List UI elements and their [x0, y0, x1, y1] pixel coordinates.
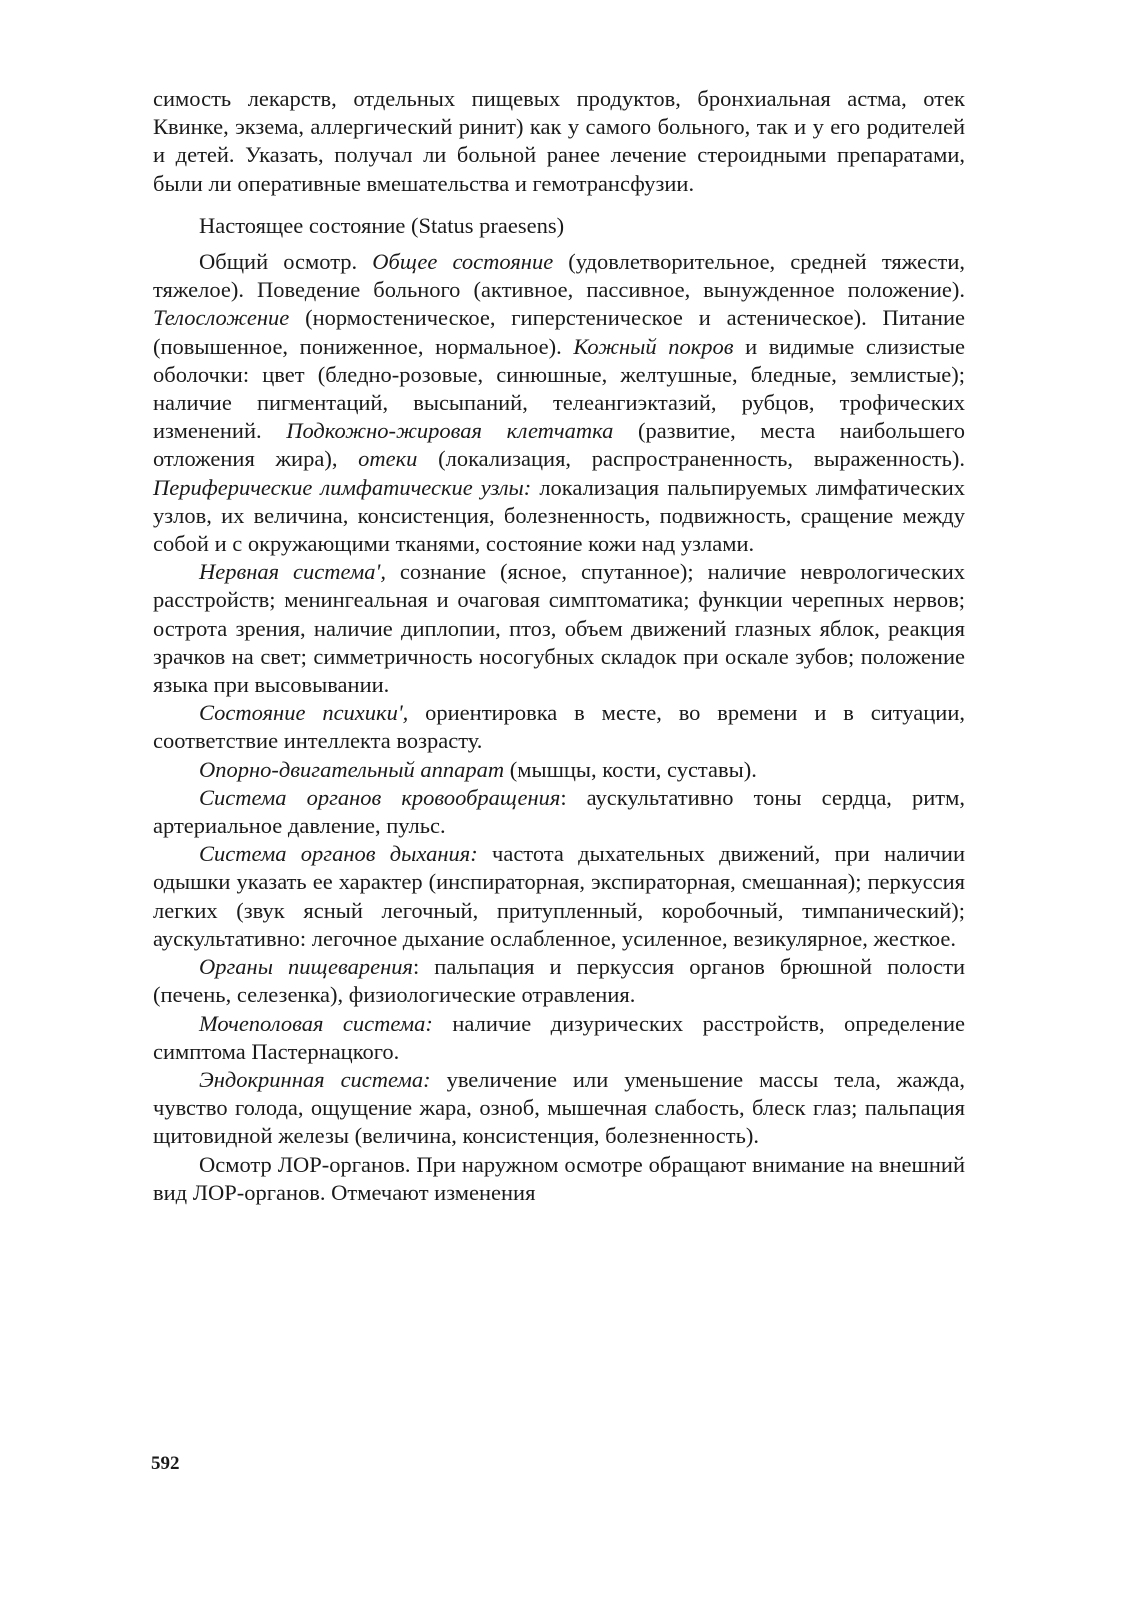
general-lead: Общий осмотр.	[199, 249, 373, 275]
musculoskeletal-text: (мышцы, кости, суставы).	[504, 756, 757, 782]
psyche-text: ориентировка в месте, во времени и в ситуации, соответствие интеллекта возрасту.	[153, 700, 965, 754]
general-text-4: (развитие, места наибольшего отложения жира),	[153, 418, 965, 472]
term-lymph-nodes: Периферические лимфатические узлы:	[153, 474, 532, 500]
urogenital-paragraph	[153, 1010, 965, 1066]
term-musculoskeletal: Опорно-двигательный аппарат	[199, 756, 505, 782]
term-urogenital: Мочеполовая система:	[199, 1010, 433, 1036]
nervous-system-text: сознание (ясное, спутанное); наличие неврологических расстройств; менингеальная и очаговая симптоматика; функции черепных нервов; острота зрения, наличие диплопии, птоз, объем движений глазных яблок, реакция зрачков на свет; симметричность носогубных складок при оскале зубов; положение языка при высовывании.	[153, 559, 965, 698]
section-heading: Настоящее состояние (Status praesens)	[199, 212, 565, 238]
psyche-paragraph	[153, 699, 965, 755]
term-circulation: Система органов кровообращения	[199, 784, 561, 810]
general-text-2: (нормостеническое, гиперстеническое и астеническое). Питание (повышенное, пониженное, нормальное).	[153, 305, 965, 359]
musculoskeletal-paragraph	[153, 756, 965, 784]
intro-paragraph: симость лекарств, отдельных пищевых продуктов, бронхиальная астма, отек Квинке, экзема, аллергический ринит) как у самого больного, так и у его родителей и детей. Указать, получал ли больной ранее лечение стероидными препаратами, были ли оперативные вмешательства и гемотрансфузии.	[153, 86, 965, 196]
urogenital-text: наличие дизурических расстройств, определение симптома Пастернацкого.	[153, 1010, 965, 1064]
term-skin: Кожный покров	[573, 333, 734, 359]
digestion-text: : пальпация и перкуссия органов брюшной полости (печень, селезенка), физиологические отравления.	[153, 954, 965, 1008]
term-edema: отеки	[358, 446, 418, 472]
term-nervous-system: Нервная система',	[199, 559, 386, 585]
respiration-paragraph	[153, 840, 965, 953]
nervous-system-paragraph	[153, 558, 965, 699]
ent-paragraph: Осмотр ЛОР-органов. При наружном осмотре обращают внимание на внешний вид ЛОР-органов. Отмечают изменения	[153, 1151, 965, 1205]
general-text-3: и видимые слизистые оболочки: цвет (бледно-розовые, синюшные, желтушные, бледные, землистые); наличие пигментаций, высыпаний, телеангиэктазий, рубцов, трофических изменений.	[153, 333, 965, 444]
respiration-text: частота дыхательных движений, при наличии одышки указать ее характер (инспираторная, экспираторная, смешанная); перкуссия легких (звук ясный легочный, притупленный, коробочный, тимпанический); аускультативно: легочное дыхание ослабленное, усиленное, везикулярное, жесткое.	[153, 841, 965, 951]
term-general-state: Общее состояние	[372, 249, 554, 275]
term-body-build: Телосложение	[153, 305, 290, 331]
term-digestion: Органы пищеварения	[199, 954, 413, 980]
endocrine-text: увеличение или уменьшение массы тела, жажда, чувство голода, ощущение жара, озноб, мышечная слабость, блеск глаз; пальпация щитовидной железы (величина, консистенция, болезненность).	[153, 1066, 965, 1149]
page-body	[153, 85, 965, 1207]
term-endocrine: Эндокринная система:	[199, 1066, 431, 1092]
general-exam-paragraph	[153, 248, 965, 558]
circulation-paragraph	[153, 784, 965, 840]
general-text-6: локализация пальпируемых лимфатических узлов, их величина, консистенция, болезненность, подвижность, сращение между собой и с окружающими тканями, состояние кожи над узлами.	[153, 474, 966, 557]
term-subcutaneous-fat: Подкожно-жировая клетчатка	[286, 418, 614, 444]
page-number: 592	[151, 1453, 180, 1474]
general-text-5: (локализация, распространенность, выраженность).	[417, 446, 965, 472]
digestion-paragraph	[153, 953, 965, 1009]
term-psyche: Состояние психики',	[199, 700, 409, 726]
endocrine-paragraph	[153, 1066, 965, 1151]
term-respiration: Система органов дыхания:	[199, 841, 478, 867]
circulation-text: : аускультативно тоны сердца, ритм, артериальное давление, пульс.	[153, 784, 965, 839]
general-text-1: (удовлетворительное, средней тяжести, тяжелое). Поведение больного (активное, пассивное, вынужденное положение).	[153, 249, 965, 303]
